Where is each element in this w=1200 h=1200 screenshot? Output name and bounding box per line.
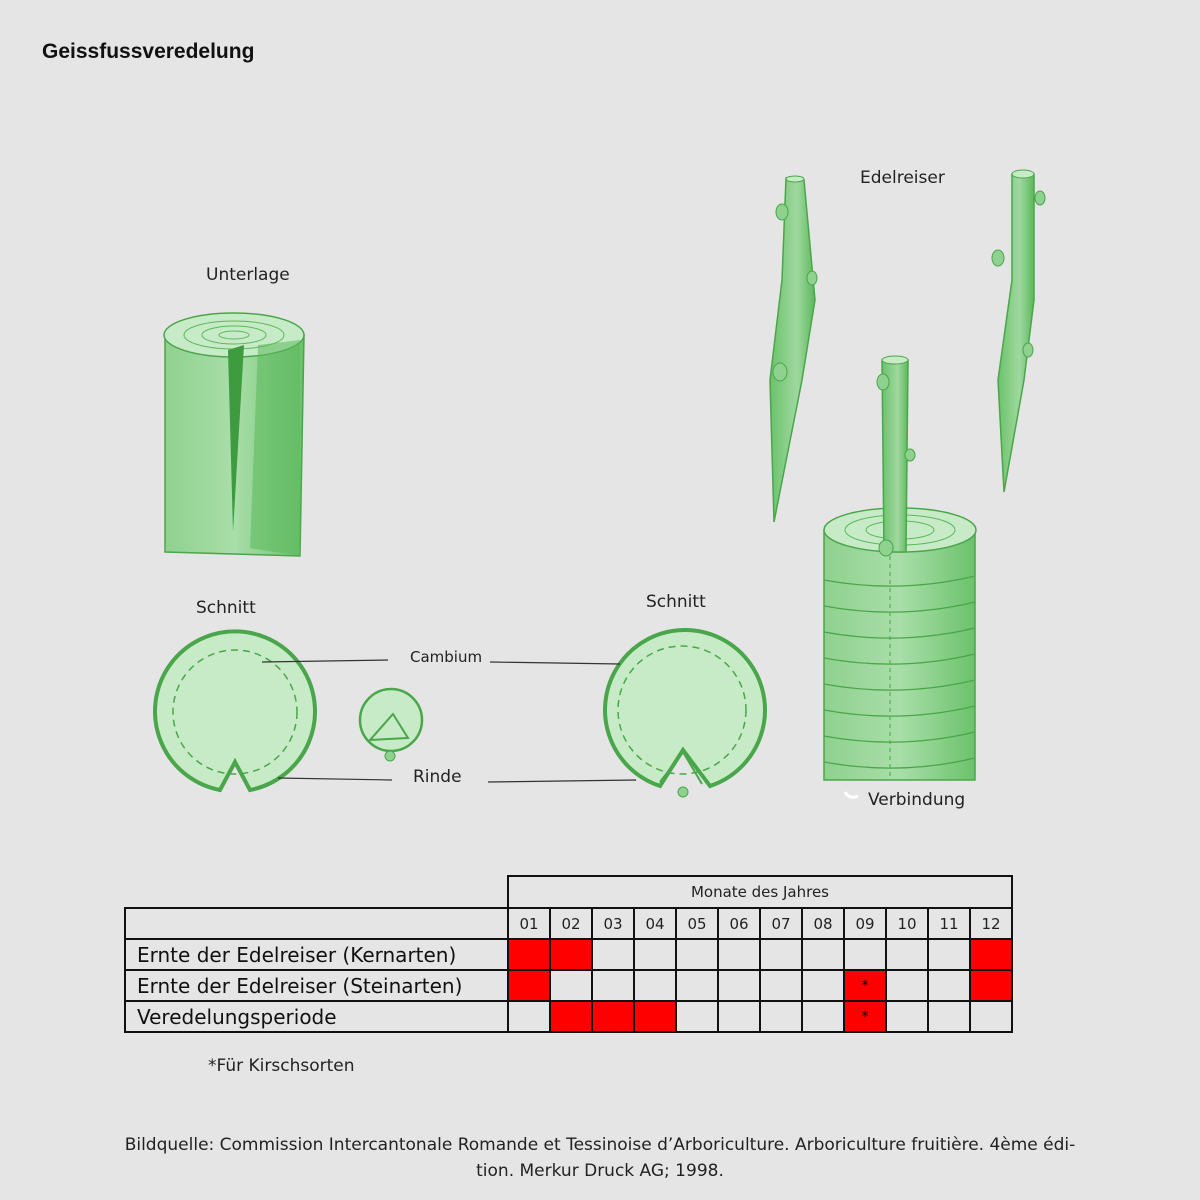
month-cell (634, 970, 676, 1001)
months-group-header: Monate des Jahres (508, 876, 1012, 908)
month-cell (886, 1001, 928, 1032)
footnote: *Für Kirschsorten (208, 1056, 355, 1076)
rootstock-drawing (164, 313, 304, 556)
month-cell (802, 1001, 844, 1032)
month-cell (760, 970, 802, 1001)
page-title: Geissfussveredelung (42, 40, 255, 63)
month-cell-active (550, 1001, 592, 1032)
month-header: 02 (550, 908, 592, 939)
label-rinde: Rinde (413, 767, 462, 787)
month-header-row (125, 908, 1012, 939)
month-cell (760, 1001, 802, 1032)
month-cell-active (970, 970, 1012, 1001)
month-cell (676, 939, 718, 970)
calendar-table (124, 875, 1013, 1033)
table-row (125, 1001, 1012, 1032)
month-cell (928, 939, 970, 970)
month-cell (592, 939, 634, 970)
cross-section-scion (360, 689, 422, 761)
union-drawing (824, 356, 976, 797)
month-cell (886, 970, 928, 1001)
row-label: Ernte der Edelreiser (Kernarten) (125, 939, 508, 970)
month-cell (550, 970, 592, 1001)
month-cell (928, 970, 970, 1001)
label-cambium: Cambium (410, 648, 483, 666)
month-cell (718, 970, 760, 1001)
label-schnitt-left: Schnitt (196, 598, 256, 618)
row-label: Veredelungsperiode (125, 1001, 508, 1032)
label-schnitt-right: Schnitt (646, 592, 706, 612)
month-cell-cherry: * (844, 1001, 886, 1032)
source-citation: Bildquelle: Commission Intercantonale Romande et Tessinoise d’Arboriculture. Arboriculture fruitière. 4ème édi- tion. Merkur Druck AG; 1998. (124, 1135, 1076, 1181)
table-row (125, 939, 1012, 970)
month-cell-active (508, 970, 550, 1001)
month-cell (928, 1001, 970, 1032)
month-cell-active (508, 939, 550, 970)
month-cell (970, 1001, 1012, 1032)
label-edelreiser: Edelreiser (860, 168, 945, 188)
scion-left-drawing (770, 176, 817, 522)
month-header: 06 (718, 908, 760, 939)
table-corner (125, 876, 508, 908)
month-header: 10 (886, 908, 928, 939)
month-header: 03 (592, 908, 634, 939)
row-label-header (125, 908, 508, 939)
month-header: 05 (676, 908, 718, 939)
month-cell (676, 1001, 718, 1032)
month-header: 04 (634, 908, 676, 939)
month-cell-active (634, 1001, 676, 1032)
month-cell (718, 1001, 760, 1032)
month-header: 07 (760, 908, 802, 939)
month-cell-active (592, 1001, 634, 1032)
month-cell (844, 939, 886, 970)
month-cell (508, 1001, 550, 1032)
month-cell (886, 939, 928, 970)
month-cell-cherry: * (844, 970, 886, 1001)
label-unterlage: Unterlage (206, 265, 290, 285)
cross-section-left (155, 631, 315, 790)
month-cell (592, 970, 634, 1001)
month-cell-active (550, 939, 592, 970)
month-cell (760, 939, 802, 970)
month-header: 08 (802, 908, 844, 939)
month-header: 09 (844, 908, 886, 939)
label-verbindung: Verbindung (868, 790, 966, 810)
scion-right-drawing (992, 170, 1045, 492)
month-cell (718, 939, 760, 970)
month-header: 11 (928, 908, 970, 939)
month-cell (634, 939, 676, 970)
month-header: 01 (508, 908, 550, 939)
month-header: 12 (970, 908, 1012, 939)
month-cell (802, 970, 844, 1001)
month-cell (676, 970, 718, 1001)
month-cell (802, 939, 844, 970)
cross-section-right (605, 630, 765, 797)
month-cell-active (970, 939, 1012, 970)
table-row (125, 970, 1012, 1001)
row-label: Ernte der Edelreiser (Steinarten) (125, 970, 508, 1001)
